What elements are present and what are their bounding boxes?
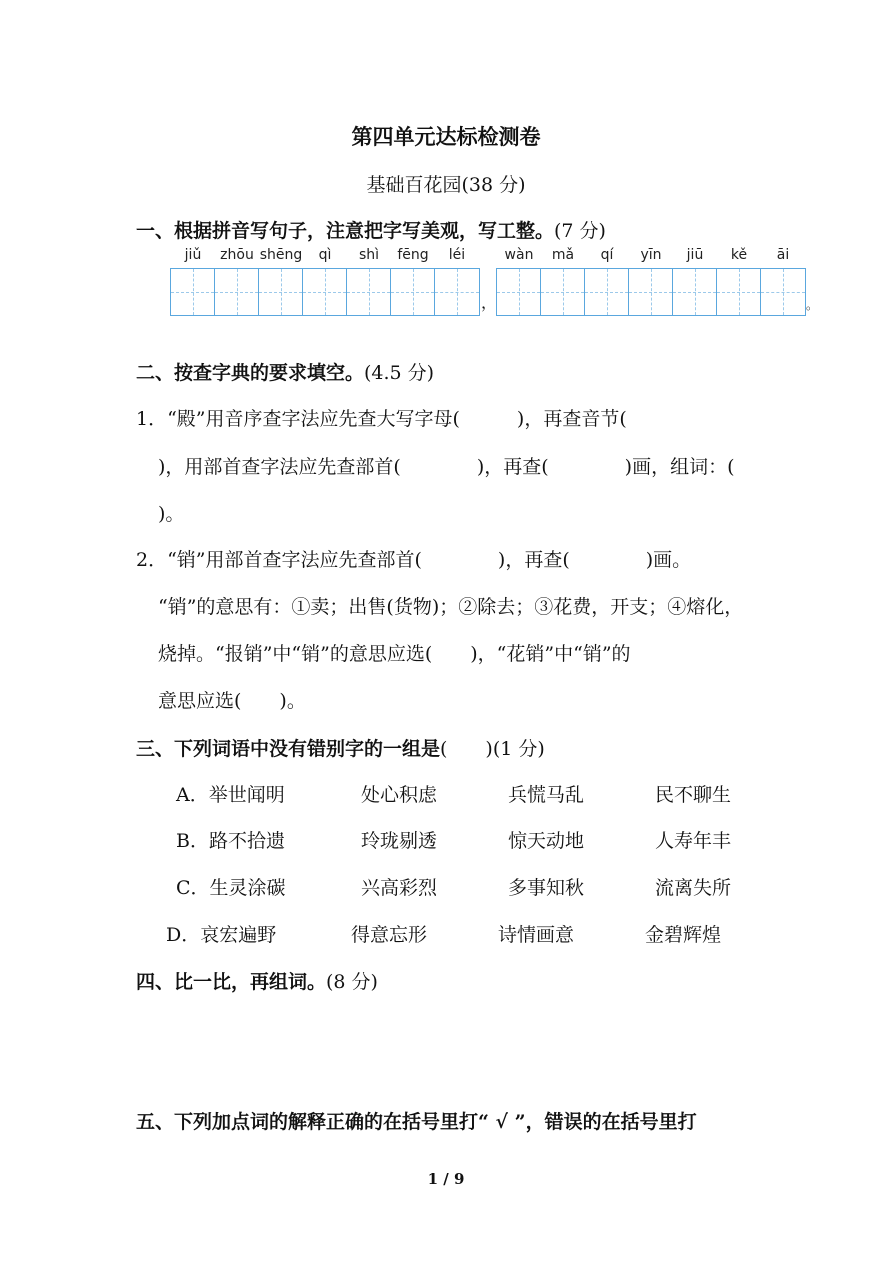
- section5-title: 五、下列加点词的解释正确的在括号里打“ √ ”，错误的在括号里打: [136, 1111, 697, 1133]
- section4-title: 四、比一比，再组词。: [136, 971, 327, 993]
- option-c-word3: 多事知秋: [508, 877, 585, 899]
- q2-line2: “销”的意思有：①卖；出售(货物)；②除去；③花费，开支；④熔化，: [158, 596, 744, 618]
- option-d-word4: 金碧辉煌: [645, 924, 722, 946]
- writing-grid-1[interactable]: [170, 268, 480, 316]
- grid-cell[interactable]: [259, 269, 303, 315]
- pinyin-1: jiǔ: [184, 247, 202, 263]
- grid-cell[interactable]: [391, 269, 435, 315]
- option-d-word2: 得意忘形: [351, 924, 428, 946]
- pinyin-3: shēng: [259, 247, 303, 263]
- option-b-word3: 惊天动地: [508, 830, 585, 852]
- grid-cell[interactable]: [761, 269, 805, 315]
- page-number: 1 / 9: [427, 1170, 465, 1188]
- section2-score: (4.5 分): [364, 362, 435, 384]
- grid-cell[interactable]: [585, 269, 629, 315]
- grid-cell[interactable]: [717, 269, 761, 315]
- option-c-label: C．生灵涂碳: [176, 877, 286, 899]
- option-b-word4: 人寿年丰: [655, 830, 732, 852]
- section5-heading: [136, 1107, 697, 1134]
- section4-score: (8 分): [326, 971, 378, 993]
- pinyin-4: qì: [318, 247, 332, 263]
- section3-heading: [136, 734, 545, 761]
- section4-heading: [136, 967, 378, 994]
- grid-cell[interactable]: [629, 269, 673, 315]
- option-a-word2: 处心积虑: [361, 784, 438, 806]
- option-a-label: A．举世闻明: [176, 784, 285, 806]
- grid-comma: ，: [481, 293, 498, 312]
- option-b-word2: 玲珑剔透: [361, 830, 438, 852]
- section3-tail: ( )(1 分): [440, 738, 545, 760]
- option-d-word3: 诗情画意: [498, 924, 575, 946]
- option-a-word3: 兵慌马乱: [508, 784, 585, 806]
- q2-line4: 意思应选( )。: [158, 690, 306, 712]
- pinyin-8: wàn: [504, 247, 534, 263]
- grid-period: 。: [806, 298, 819, 312]
- q1-line3: )。: [158, 503, 185, 525]
- section2-heading: [136, 358, 434, 385]
- grid-cell[interactable]: [673, 269, 717, 315]
- grid-cell[interactable]: [303, 269, 347, 315]
- pinyin-6: fēng: [397, 247, 429, 263]
- option-c-word2: 兴高彩烈: [361, 877, 438, 899]
- q1-line2: )，用部首查字法应先查部首( )，再查( )画，组词：(: [158, 456, 735, 478]
- pinyin-14: āi: [776, 247, 790, 263]
- page-subtitle: 基础百花园(38 分): [366, 174, 526, 196]
- option-b-label: B．路不拾遗: [176, 830, 285, 852]
- pinyin-2: zhōu: [220, 247, 254, 263]
- grid-cell[interactable]: [435, 269, 479, 315]
- page-title: 第四单元达标检测卷: [351, 124, 541, 149]
- grid-cell[interactable]: [497, 269, 541, 315]
- section1-title: 一、根据拼音写句子，注意把字写美观，写工整。: [136, 220, 555, 242]
- section2-title: 二、按查字典的要求填空。: [136, 362, 365, 384]
- writing-grid-2[interactable]: [496, 268, 806, 316]
- section3-title: 三、下列词语中没有错别字的一组是: [136, 738, 441, 760]
- pinyin-10: qí: [600, 247, 614, 263]
- pinyin-9: mǎ: [551, 247, 575, 263]
- q1-line1: 1．“殿”用音序查字法应先查大写字母( )，再查音节(: [136, 408, 627, 430]
- grid-cell[interactable]: [541, 269, 585, 315]
- pinyin-12: jiū: [686, 247, 704, 263]
- pinyin-7: léi: [448, 247, 466, 263]
- pinyin-11: yīn: [640, 247, 662, 263]
- grid-cell[interactable]: [215, 269, 259, 315]
- option-a-word4: 民不聊生: [655, 784, 732, 806]
- q2-line1: 2．“销”用部首查字法应先查部首( )，再查( )画。: [136, 549, 692, 571]
- option-d-label: D．哀宏遍野: [166, 924, 277, 946]
- section1-score: (7 分): [554, 220, 606, 242]
- grid-cell[interactable]: [171, 269, 215, 315]
- pinyin-5: shì: [358, 247, 380, 263]
- pinyin-13: kě: [730, 247, 748, 263]
- grid-cell[interactable]: [347, 269, 391, 315]
- option-c-word4: 流离失所: [655, 877, 732, 899]
- section1-heading: [136, 216, 606, 243]
- q2-line3: 烧掉。“报销”中“销”的意思应选( )，“花销”中“销”的: [158, 643, 631, 665]
